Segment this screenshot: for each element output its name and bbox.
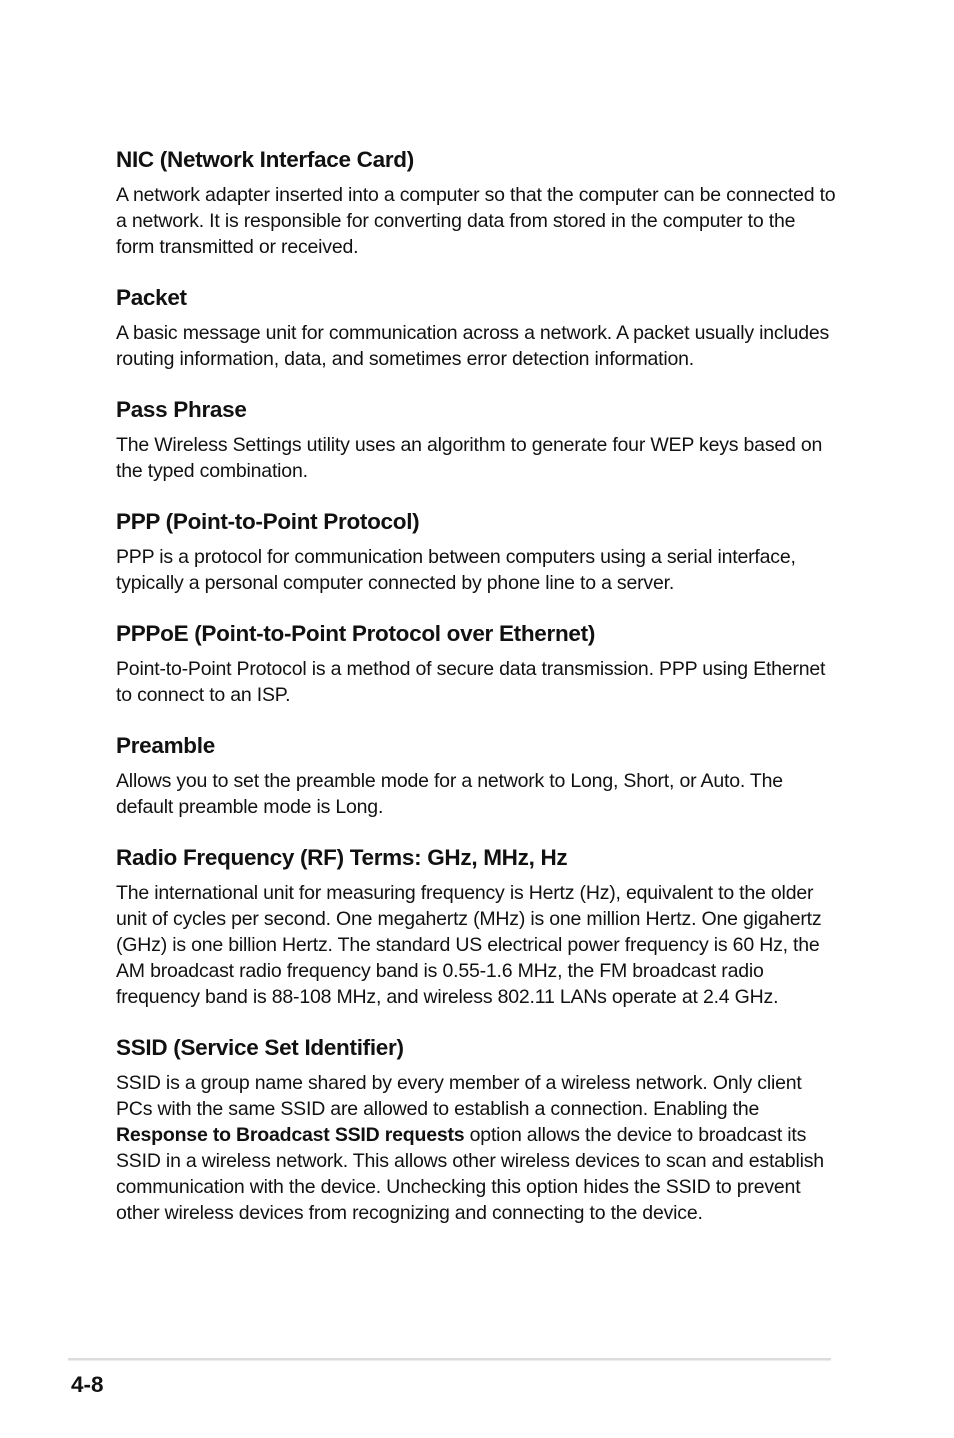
term-definition: Allows you to set the preamble mode for a network to Long, Short, or Auto. The default preamble mode is Long. [116,770,783,818]
page-number: 4-8 [71,1372,104,1397]
term-heading: NIC (Network Interface Card) [116,147,414,172]
term-definition: The international unit for measuring frequency is Hertz (Hz), equivalent to the older unit of cycles per second. One megahertz (MHz) is one million Hertz. One gigahertz (GHz) is one billion Hertz. The standard US electrical power frequency is 60 Hz, the AM broadcast radio frequency band is 0.55-1.6 MHz, the FM broadcast radio frequency band is 88-108 MHz, and wireless 802.11 LANs operate at 2.4 GHz. [116,882,822,1008]
term-heading: Preamble [116,733,215,758]
definition-text: SSID is a group name shared by every member of a wireless network. Only client PCs with the same SSID are allowed to establish a connection. Enabling the [116,1072,802,1120]
term-definition: A basic message unit for communication across a network. A packet usually includes routing information, data, and sometimes error detection information. [116,322,830,370]
glossary-entry-ssid [116,1032,838,1226]
footer-divider [68,1358,831,1361]
term-definition: The Wireless Settings utility uses an algorithm to generate four WEP keys based on the typed combination. [116,434,823,482]
term-heading: Radio Frequency (RF) Terms: GHz, MHz, Hz [116,845,568,870]
term-definition: Point-to-Point Protocol is a method of secure data transmission. PPP using Ethernet to connect to an ISP. [116,658,826,706]
glossary-entry-packet [116,282,838,372]
term-heading: Packet [116,285,187,310]
definition-text: option allows the device to broadcast its SSID in a wireless network. This allows other wireless devices to scan and establish communication with the device. Unchecking this option hides the SSID to prevent other wireless devices from recognizing and connecting to the device. [116,1124,824,1224]
term-definition: A network adapter inserted into a computer so that the computer can be connected to a network. It is responsible for converting data from stored in the computer to the form transmitted or received. [116,184,836,258]
glossary-entry-ppp [116,506,838,596]
term-definition [116,1070,838,1226]
glossary-entry-pass-phrase [116,394,838,484]
term-heading: Pass Phrase [116,397,247,422]
glossary-entry-preamble [116,730,838,820]
glossary-entry-pppoe [116,618,838,708]
glossary-entry-rf [116,842,838,1010]
emphasized-option-name: Response to Broadcast SSID requests [116,1124,465,1146]
term-heading: PPPoE (Point-to-Point Protocol over Ethernet) [116,621,596,646]
term-heading: SSID (Service Set Identifier) [116,1035,404,1060]
term-definition: PPP is a protocol for communication between computers using a serial interface, typically a personal computer connected by phone line to a server. [116,546,796,594]
term-heading: PPP (Point-to-Point Protocol) [116,509,420,534]
glossary-content [116,144,838,1248]
glossary-entry-nic [116,144,838,260]
